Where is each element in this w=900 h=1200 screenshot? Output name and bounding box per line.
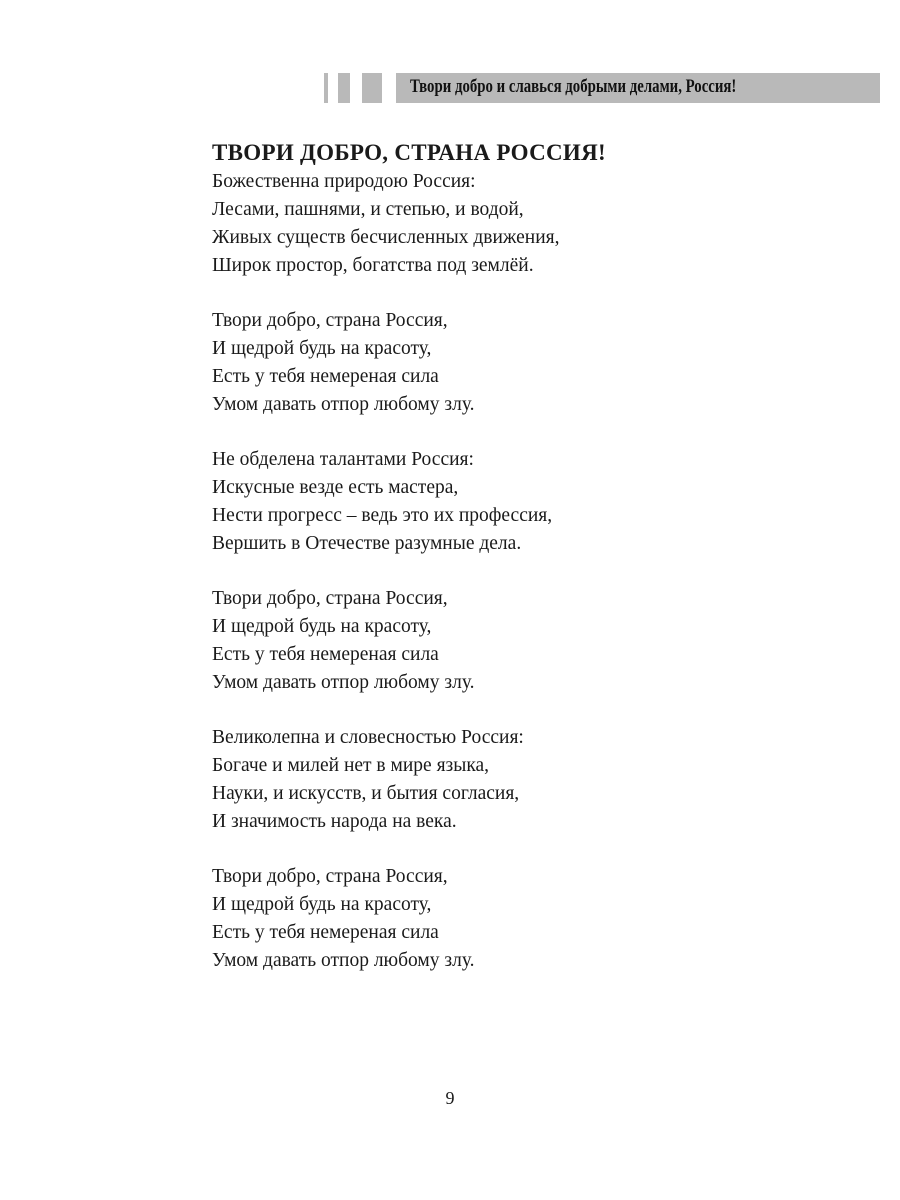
poem-line: Твори добро, страна Россия, (212, 588, 448, 609)
poem-line: Есть у тебя немереная сила (212, 644, 439, 665)
poem-line: Не обделена талантами Россия: (212, 449, 474, 470)
poem-line: Нести прогресс – ведь это их профессия, (212, 505, 553, 526)
poem-line: Есть у тебя немереная сила (212, 922, 439, 943)
poem-line: Богаче и милей нет в мире языка, (212, 755, 490, 776)
header-decor-bar (324, 73, 328, 103)
stanza (212, 446, 560, 558)
poem-line: Вершить в Отечестве разумные дела. (212, 533, 522, 554)
poem-line: И щедрой будь на красоту, (212, 894, 432, 915)
stanza (212, 585, 560, 697)
poem-line: Есть у тебя немереная сила (212, 366, 439, 387)
poem-line: Умом давать отпор любому злу. (212, 394, 475, 415)
stanza (212, 307, 560, 419)
poem-body (212, 168, 560, 1002)
poem-line: Лесами, пашнями, и степью, и водой, (212, 199, 524, 220)
stanza (212, 863, 560, 975)
poem-line: И значимость народа на века. (212, 811, 457, 832)
running-header (396, 73, 880, 103)
stanza (212, 168, 560, 280)
poem-line: Умом давать отпор любому злу. (212, 950, 475, 971)
header-decor-bar (338, 73, 350, 103)
poem-line: Твори добро, страна Россия, (212, 310, 448, 331)
poem-line: И щедрой будь на красоту, (212, 616, 432, 637)
poem-title: ТВОРИ ДОБРО, СТРАНА РОССИЯ! (212, 140, 606, 165)
poem-line: Науки, и искусств, и бытия согласия, (212, 783, 520, 804)
poem-line: Живых существ бесчисленных движения, (212, 227, 560, 248)
poem-line: Искусные везде есть мастера, (212, 477, 459, 498)
stanza (212, 724, 560, 836)
poem-line: Великолепна и словесностью Россия: (212, 727, 524, 748)
page-number: 9 (445, 1088, 455, 1108)
running-header-text: Твори добро и славься добрыми делами, Россия! (410, 76, 737, 97)
poem-line: Божественна природою Россия: (212, 171, 476, 192)
poem-line: И щедрой будь на красоту, (212, 338, 432, 359)
poem-line: Твори добро, страна Россия, (212, 866, 448, 887)
poem-line: Умом давать отпор любому злу. (212, 672, 475, 693)
poem-line: Широк простор, богатства под землёй. (212, 255, 534, 276)
header-decor-bar (362, 73, 382, 103)
